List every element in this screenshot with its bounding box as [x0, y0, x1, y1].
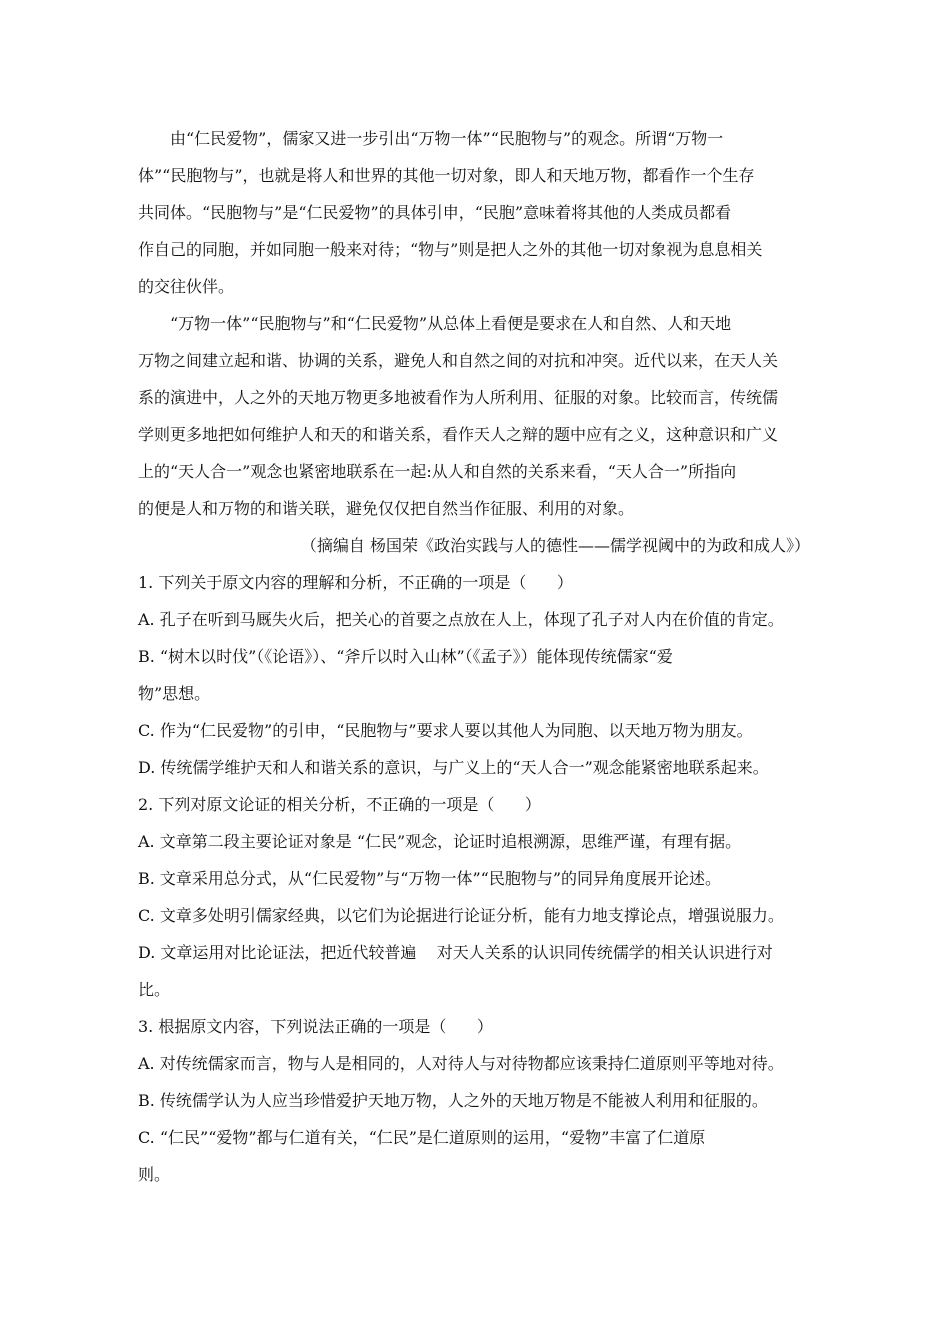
text-line: 学则更多地把如何维护人和天的和谐关系，看作天人之辩的题中应有之义，这种意识和广义	[138, 425, 779, 444]
question-stem: 1. 下列关于原文内容的理解和分析，不正确的一项是（ ）	[138, 573, 573, 592]
option-c: C. 作为“仁民爱物”的引申，“民胞物与”要求人要以其他人为同胞、以天地万物为朋友。	[138, 721, 753, 740]
option-d-continued: 比。	[138, 980, 171, 999]
text-line: 作自己的同胞，并如同胞一般来对待；“物与”则是把人之外的其他一切对象视为息息相关	[138, 240, 763, 259]
option-a: A. 孔子在听到马厩失火后，把关心的首要之点放在人上，体现了孔子对人内在价值的肯定。	[138, 610, 784, 629]
passage-paragraph-2	[138, 309, 810, 531]
text-line: 体”“民胞物与”，也就是将人和世界的其他一切对象，即人和天地万物，都看作一个生存	[138, 166, 755, 185]
option-c: C. 文章多处明引儒家经典，以它们为论据进行论证分析，能有力地支撑论点，增强说服力。	[138, 906, 784, 925]
option-c: C. “仁民”“爱物”都与仁道有关，“仁民”是仁道原则的运用，“爱物”丰富了仁道原	[138, 1128, 706, 1147]
document-body	[138, 124, 810, 1197]
question-3	[138, 1012, 810, 1197]
text-line: “万物一体”“民胞物与”和“仁民爱物”从总体上看便是要求在人和自然、人和天地	[170, 314, 732, 333]
option-b-continued: 物”思想。	[138, 684, 211, 703]
text-line: 上的“天人合一”观念也紧密地联系在一起:从人和自然的关系来看，“天人合一”所指向	[138, 462, 737, 481]
option-b: B. 传统儒学认为人应当珍惜爱护天地万物，人之外的天地万物是不能被人利用和征服的。	[138, 1091, 768, 1110]
text-line: 的交往伙伴。	[138, 277, 235, 296]
option-a: A. 对传统儒家而言，物与人是相同的，人对待人与对待物都应该秉持仁道原则平等地对待。	[138, 1054, 784, 1073]
text-line: 由“仁民爱物”，儒家又进一步引出“万物一体”“民胞物与”的观念。所谓“万物一	[170, 129, 724, 148]
option-c-continued: 则。	[138, 1165, 171, 1184]
question-stem: 2. 下列对原文论证的相关分析，不正确的一项是（ ）	[138, 795, 541, 814]
text-line: 的便是人和万物的和谐关联，避免仅仅把自然当作征服、利用的对象。	[138, 499, 635, 518]
passage-paragraph-1	[138, 124, 810, 309]
option-d: D. 文章运用对比论证法，把近代较普遍 对天人关系的认识同传统儒学的相关认识进行对	[138, 943, 773, 962]
option-a: A. 文章第二段主要论证对象是 “仁民”观念，论证时追根溯源，思维严谨，有理有据。	[138, 832, 742, 851]
text-line: 共同体。“民胞物与”是“仁民爱物”的具体引申，“民胞”意味着将其他的人类成员都看	[138, 203, 732, 222]
source-citation: （摘编自 杨国荣《政治实践与人的德性——儒学视阈中的为政和成人》）	[300, 536, 810, 555]
text-line: 万物之间建立起和谐、协调的关系，避免人和自然之间的对抗和冲突。近代以来，在天人关	[138, 351, 779, 370]
question-2	[138, 790, 810, 1012]
question-stem: 3. 根据原文内容，下列说法正确的一项是（ ）	[138, 1017, 493, 1036]
text-line: 系的演进中，人之外的天地万物更多地被看作为人所利用、征服的对象。比较而言，传统儒	[138, 388, 779, 407]
option-d: D. 传统儒学维护天和人和谐关系的意识，与广义上的“天人合一”观念能紧密地联系起来。	[138, 758, 769, 777]
option-b: B. “树木以时伐”（《论语》）、“斧斤以时入山林”（《孟子》）能体现传统儒家“爱	[138, 647, 673, 666]
question-1	[138, 568, 810, 790]
option-b: B. 文章采用总分式，从“仁民爱物”与“万物一体”“民胞物与”的同异角度展开论述。	[138, 869, 722, 888]
